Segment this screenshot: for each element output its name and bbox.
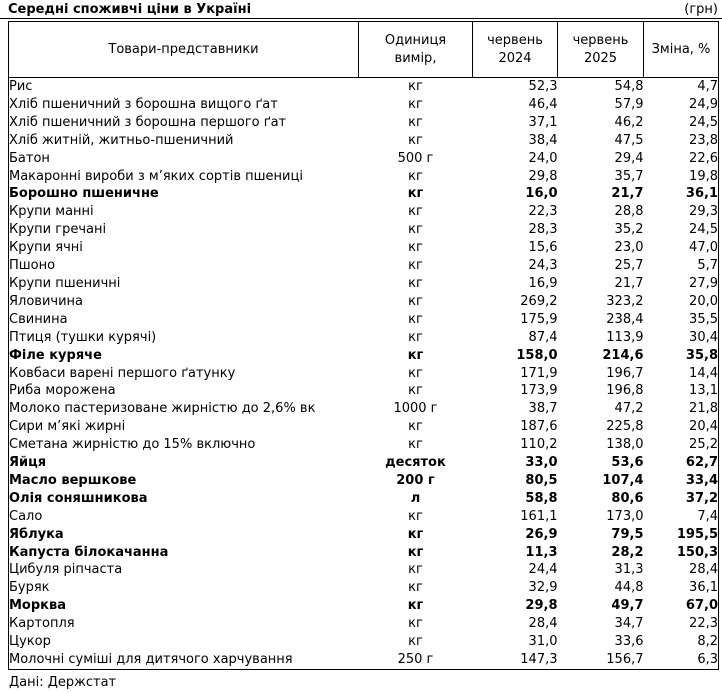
price-june-2025: 80,6 bbox=[611, 490, 644, 506]
price-june-2024: 269,2 bbox=[520, 293, 558, 309]
change-percent: 62,7 bbox=[685, 455, 718, 471]
unit-value: кг bbox=[408, 132, 423, 148]
change-percent: 22,6 bbox=[689, 150, 718, 166]
price-june-2025: 113,9 bbox=[606, 329, 644, 345]
table-row bbox=[9, 257, 719, 275]
unit-value: десяток bbox=[385, 455, 446, 471]
unit-value: кг bbox=[408, 275, 423, 291]
price-june-2024: 38,4 bbox=[528, 132, 558, 148]
price-june-2025: 33,6 bbox=[614, 634, 644, 650]
price-june-2024: 32,9 bbox=[528, 580, 558, 596]
change-percent: 27,9 bbox=[689, 275, 718, 291]
price-june-2025: 44,8 bbox=[614, 580, 644, 596]
unit-value: 200 г bbox=[396, 472, 435, 488]
change-percent: 7,4 bbox=[697, 508, 718, 524]
product-name: Макаронні вироби з м’яких сортів пшениці bbox=[9, 168, 303, 184]
price-june-2024: 24,3 bbox=[528, 258, 558, 274]
currency-note: (грн) bbox=[684, 2, 718, 17]
change-percent: 21,8 bbox=[689, 401, 718, 417]
product-name: Крупи ячні bbox=[9, 240, 83, 256]
unit-value: кг bbox=[407, 347, 424, 363]
product-name: Сметана жирністю до 15% включно bbox=[9, 437, 256, 453]
table-row bbox=[9, 418, 719, 436]
unit-value: кг bbox=[407, 526, 424, 542]
price-june-2025: 35,7 bbox=[614, 168, 644, 184]
price-june-2025: 214,6 bbox=[602, 347, 644, 363]
price-june-2025: 196,7 bbox=[606, 365, 644, 381]
table-row bbox=[9, 114, 719, 132]
price-june-2024: 26,9 bbox=[525, 526, 558, 542]
change-percent: 14,4 bbox=[689, 365, 718, 381]
price-june-2024: 28,3 bbox=[528, 222, 558, 238]
column-header-unit: Одиниця вимір, bbox=[359, 22, 473, 78]
table-row bbox=[9, 597, 719, 615]
price-june-2025: 196,8 bbox=[606, 383, 644, 399]
product-name: Капуста білокачанна bbox=[9, 544, 169, 560]
unit-value: кг bbox=[408, 258, 423, 274]
table-row bbox=[9, 78, 719, 96]
change-percent: 28,4 bbox=[689, 562, 718, 578]
unit-value: кг bbox=[408, 580, 423, 596]
price-june-2024: 80,5 bbox=[525, 472, 558, 488]
product-name: Молочні суміші для дитячого харчування bbox=[9, 652, 293, 667]
table-row bbox=[9, 490, 719, 508]
table-row bbox=[9, 203, 719, 221]
price-june-2024: 161,1 bbox=[520, 508, 558, 524]
table-row bbox=[9, 633, 719, 651]
price-june-2024: 28,4 bbox=[528, 616, 558, 632]
price-june-2024: 38,7 bbox=[528, 401, 558, 417]
price-june-2025: 21,7 bbox=[614, 275, 644, 291]
unit-value: кг bbox=[408, 383, 423, 399]
table-row bbox=[9, 150, 719, 168]
change-percent: 19,8 bbox=[689, 168, 718, 184]
price-june-2024: 52,3 bbox=[528, 79, 558, 94]
change-percent: 6,3 bbox=[697, 652, 718, 667]
price-june-2025: 35,2 bbox=[614, 222, 644, 238]
price-june-2025: 49,7 bbox=[611, 598, 644, 614]
product-name: Птиця (тушки курячі) bbox=[9, 329, 157, 345]
price-june-2025: 323,2 bbox=[606, 293, 644, 309]
price-june-2024: 29,8 bbox=[525, 598, 558, 614]
table-row bbox=[9, 561, 719, 579]
change-percent: 37,2 bbox=[685, 490, 718, 506]
price-june-2024: 187,6 bbox=[520, 419, 558, 435]
table-row bbox=[9, 472, 719, 490]
product-name: Рис bbox=[9, 79, 33, 94]
product-name: Філе куряче bbox=[9, 347, 102, 363]
table-row bbox=[9, 311, 719, 329]
change-percent: 23,8 bbox=[689, 132, 718, 148]
change-percent: 8,2 bbox=[697, 634, 718, 650]
change-percent: 24,5 bbox=[689, 222, 718, 238]
price-june-2025: 47,5 bbox=[614, 132, 644, 148]
change-percent: 36,1 bbox=[685, 186, 718, 202]
product-name: Морква bbox=[9, 598, 66, 614]
change-percent: 25,2 bbox=[689, 437, 718, 453]
price-june-2024: 24,4 bbox=[528, 562, 558, 578]
change-percent: 5,7 bbox=[697, 258, 718, 274]
unit-value: кг bbox=[408, 365, 423, 381]
unit-value: 250 г bbox=[397, 652, 434, 667]
price-june-2025: 28,8 bbox=[614, 204, 644, 220]
price-june-2025: 225,8 bbox=[606, 419, 644, 435]
product-name: Хліб пшеничний з борошна першого ґат bbox=[9, 114, 287, 130]
price-june-2025: 79,5 bbox=[611, 526, 644, 542]
unit-value: кг bbox=[408, 634, 423, 650]
unit-value: кг bbox=[407, 598, 424, 614]
unit-value: кг bbox=[408, 329, 423, 345]
unit-value: кг bbox=[408, 419, 423, 435]
product-name: Борошно пшеничне bbox=[9, 186, 159, 202]
change-percent: 150,3 bbox=[676, 544, 718, 560]
unit-value: кг bbox=[408, 114, 423, 130]
table-row bbox=[9, 221, 719, 239]
table-row bbox=[9, 185, 719, 203]
price-june-2024: 33,0 bbox=[525, 455, 558, 471]
product-name: Молоко пастеризоване жирністю до 2,6% вк bbox=[9, 401, 316, 417]
product-name: Цибуля ріпчаста bbox=[9, 562, 123, 578]
price-june-2025: 21,7 bbox=[611, 186, 644, 202]
table-row bbox=[9, 347, 719, 365]
data-source-note: Дані: Держстат bbox=[9, 674, 117, 690]
change-percent: 22,3 bbox=[689, 616, 718, 632]
price-june-2025: 29,4 bbox=[614, 150, 644, 166]
column-header-june-2024: червень 2024 bbox=[473, 22, 558, 78]
product-name: Свинина bbox=[9, 311, 68, 327]
unit-value: кг bbox=[408, 222, 423, 238]
column-header-june-2025: червень 2025 bbox=[558, 22, 644, 78]
table-row bbox=[9, 96, 719, 114]
price-june-2024: 46,4 bbox=[528, 96, 558, 112]
change-percent: 24,5 bbox=[689, 114, 718, 130]
change-percent: 195,5 bbox=[676, 526, 718, 542]
price-june-2024: 22,3 bbox=[528, 204, 558, 220]
price-june-2025: 46,2 bbox=[614, 114, 644, 130]
price-june-2024: 29,8 bbox=[528, 168, 558, 184]
table-row bbox=[9, 365, 719, 383]
unit-value: кг bbox=[408, 508, 423, 524]
price-june-2024: 58,8 bbox=[525, 490, 558, 506]
table-row bbox=[9, 544, 719, 562]
column-header-product: Товари-представники bbox=[9, 22, 359, 78]
product-name: Буряк bbox=[9, 580, 50, 596]
price-june-2024: 31,0 bbox=[528, 634, 558, 650]
table-row bbox=[9, 508, 719, 526]
unit-value: кг bbox=[408, 204, 423, 220]
price-june-2024: 171,9 bbox=[520, 365, 558, 381]
unit-value: 1000 г bbox=[393, 401, 438, 417]
price-june-2025: 238,4 bbox=[606, 311, 644, 327]
change-percent: 29,3 bbox=[689, 204, 718, 220]
price-june-2025: 34,7 bbox=[614, 616, 644, 632]
unit-value: л bbox=[410, 490, 421, 506]
change-percent: 33,4 bbox=[685, 472, 718, 488]
product-name: Хліб пшеничний з борошна вищого ґат bbox=[9, 96, 278, 112]
table-row bbox=[9, 168, 719, 186]
table-row bbox=[9, 293, 719, 311]
change-percent: 20,4 bbox=[689, 419, 718, 435]
change-percent: 35,5 bbox=[689, 311, 718, 327]
table-row bbox=[9, 275, 719, 293]
price-june-2025: 53,6 bbox=[611, 455, 644, 471]
table-row bbox=[9, 436, 719, 454]
product-name: Батон bbox=[9, 150, 50, 166]
unit-value: кг bbox=[408, 168, 423, 184]
product-name: Яловичина bbox=[9, 293, 84, 309]
price-june-2025: 54,8 bbox=[614, 79, 644, 94]
title-bar bbox=[0, 0, 722, 19]
change-percent: 67,0 bbox=[685, 598, 718, 614]
product-name: Сири м’які жирні bbox=[9, 419, 126, 435]
price-june-2025: 31,3 bbox=[614, 562, 644, 578]
change-percent: 35,8 bbox=[685, 347, 718, 363]
product-name: Ковбаси варені першого ґатунку bbox=[9, 365, 236, 381]
unit-value: кг bbox=[407, 544, 424, 560]
header-row bbox=[9, 22, 719, 78]
price-june-2024: 158,0 bbox=[516, 347, 558, 363]
product-name: Картопля bbox=[9, 616, 75, 632]
product-name: Цукор bbox=[9, 634, 51, 650]
unit-value: кг bbox=[408, 311, 423, 327]
price-june-2024: 147,3 bbox=[520, 652, 558, 667]
table-row bbox=[9, 579, 719, 597]
price-june-2024: 173,9 bbox=[520, 383, 558, 399]
price-june-2024: 37,1 bbox=[528, 114, 558, 130]
product-name: Яйця bbox=[9, 455, 47, 471]
change-percent: 4,7 bbox=[697, 79, 718, 94]
unit-value: кг bbox=[407, 186, 424, 202]
table-row bbox=[9, 382, 719, 400]
change-percent: 20,0 bbox=[689, 293, 718, 309]
unit-value: 500 г bbox=[397, 150, 434, 166]
column-header-change: Зміна, % bbox=[644, 22, 719, 78]
table-row bbox=[9, 239, 719, 257]
price-june-2024: 15,6 bbox=[528, 240, 558, 256]
price-june-2025: 107,4 bbox=[602, 472, 644, 488]
unit-value: кг bbox=[408, 616, 423, 632]
product-name: Яблука bbox=[9, 526, 64, 542]
table-row bbox=[9, 454, 719, 472]
unit-value: кг bbox=[408, 437, 423, 453]
price-june-2024: 87,4 bbox=[528, 329, 558, 345]
table-body bbox=[9, 78, 719, 670]
change-percent: 36,1 bbox=[689, 580, 718, 596]
price-june-2025: 47,2 bbox=[614, 401, 644, 417]
price-june-2025: 23,0 bbox=[614, 240, 644, 256]
price-june-2024: 16,9 bbox=[528, 275, 558, 291]
consumer-prices-table bbox=[8, 21, 719, 670]
product-name: Масло вершкове bbox=[9, 472, 137, 488]
price-june-2024: 16,0 bbox=[525, 186, 558, 202]
price-june-2024: 110,2 bbox=[520, 437, 558, 453]
price-june-2024: 24,0 bbox=[528, 150, 558, 166]
table-row bbox=[9, 329, 719, 347]
price-june-2025: 138,0 bbox=[606, 437, 644, 453]
change-percent: 47,0 bbox=[689, 240, 718, 256]
unit-value: кг bbox=[408, 79, 423, 94]
unit-value: кг bbox=[408, 562, 423, 578]
table-row bbox=[9, 400, 719, 418]
product-name: Крупи манні bbox=[9, 204, 94, 220]
page-title: Середні споживчі ціни в Україні bbox=[8, 2, 252, 17]
product-name: Пшоно bbox=[9, 258, 56, 274]
price-june-2024: 175,9 bbox=[520, 311, 558, 327]
table-header bbox=[9, 22, 719, 78]
price-june-2025: 156,7 bbox=[606, 652, 644, 667]
change-percent: 24,9 bbox=[689, 96, 718, 112]
change-percent: 13,1 bbox=[689, 383, 718, 399]
price-june-2025: 173,0 bbox=[606, 508, 644, 524]
product-name: Хліб житній, житньо-пшеничний bbox=[9, 132, 234, 148]
product-name: Сало bbox=[9, 508, 43, 524]
change-percent: 30,4 bbox=[689, 329, 718, 345]
unit-value: кг bbox=[408, 293, 423, 309]
table-row bbox=[9, 651, 719, 669]
table-row bbox=[9, 132, 719, 150]
unit-value: кг bbox=[408, 96, 423, 112]
price-june-2025: 25,7 bbox=[614, 258, 644, 274]
unit-value: кг bbox=[408, 240, 423, 256]
product-name: Риба морожена bbox=[9, 383, 116, 399]
price-june-2024: 11,3 bbox=[525, 544, 558, 560]
price-june-2025: 28,2 bbox=[611, 544, 644, 560]
product-name: Олія соняшникова bbox=[9, 490, 148, 506]
product-name: Крупи гречані bbox=[9, 222, 107, 238]
price-june-2025: 57,9 bbox=[614, 96, 644, 112]
table-row bbox=[9, 615, 719, 633]
product-name: Крупи пшеничні bbox=[9, 275, 121, 291]
table-row bbox=[9, 526, 719, 544]
